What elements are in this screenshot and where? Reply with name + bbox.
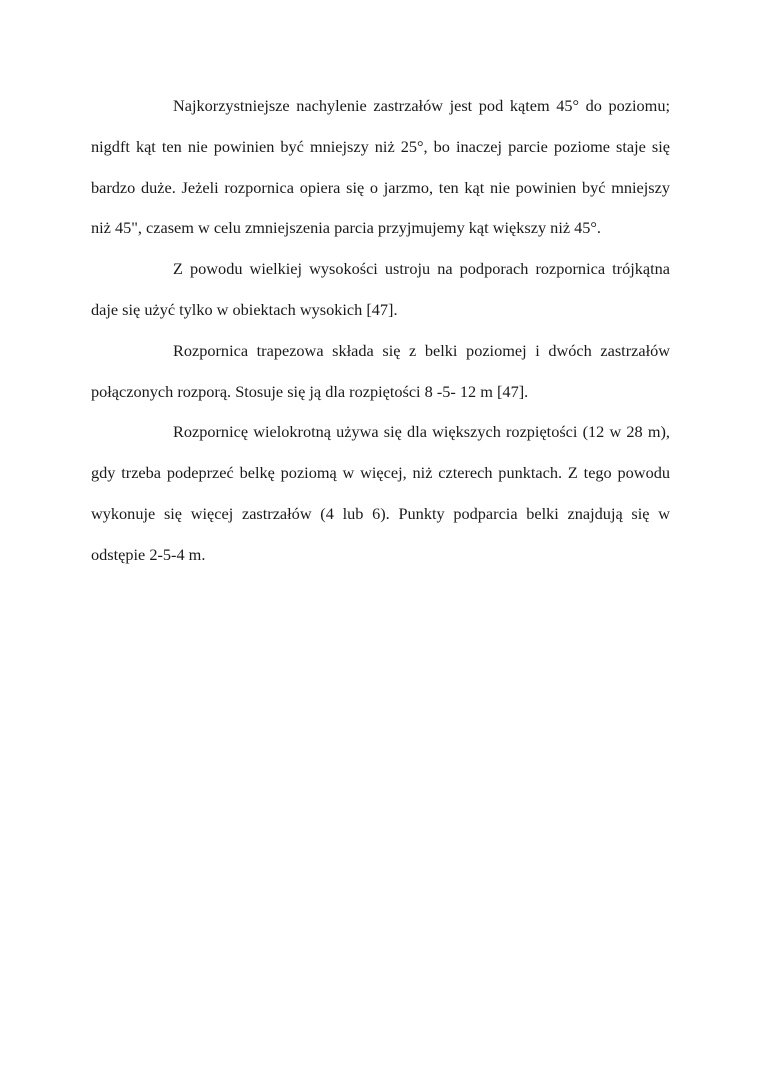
paragraph-triangular-brace: Z powodu wielkiej wysokości ustroju na podporach rozpornica trójkątna daje się użyć tylko w obiektach wysokich [47].: [91, 259, 670, 319]
paragraph-multiple-brace: Rozpornicę wielokrotną używa się dla większych rozpiętości (12 w 28 m), gdy trzeba podeprzeć belkę poziomą w więcej, niż czterech punktach. Z tego powodu wykonuje się więcej zastrzałów (4 lub 6). Punkty podparcia belki znajdują się w odstępie 2-5-4 m.: [91, 422, 670, 564]
body-text: [91, 86, 670, 576]
paragraph-strut-inclination: Najkorzystniejsze nachylenie zastrzałów jest pod kątem 45° do poziomu; nigdft kąt ten nie powinien być mniejszy niż 25°, bo inaczej parcie poziome staje się bardzo duże. Jeżeli rozpornica opiera się o jarzmo, ten kąt nie powinien być mniejszy niż 45", czasem w celu zmniejszenia parcia przyjmujemy kąt większy niż 45°.: [91, 96, 670, 238]
paragraph-trapezoidal-brace: Rozpornica trapezowa składa się z belki poziomej i dwóch zastrzałów połączonych rozporą. Stosuje się ją dla rozpiętości 8 -5- 12 m [47].: [91, 340, 670, 401]
